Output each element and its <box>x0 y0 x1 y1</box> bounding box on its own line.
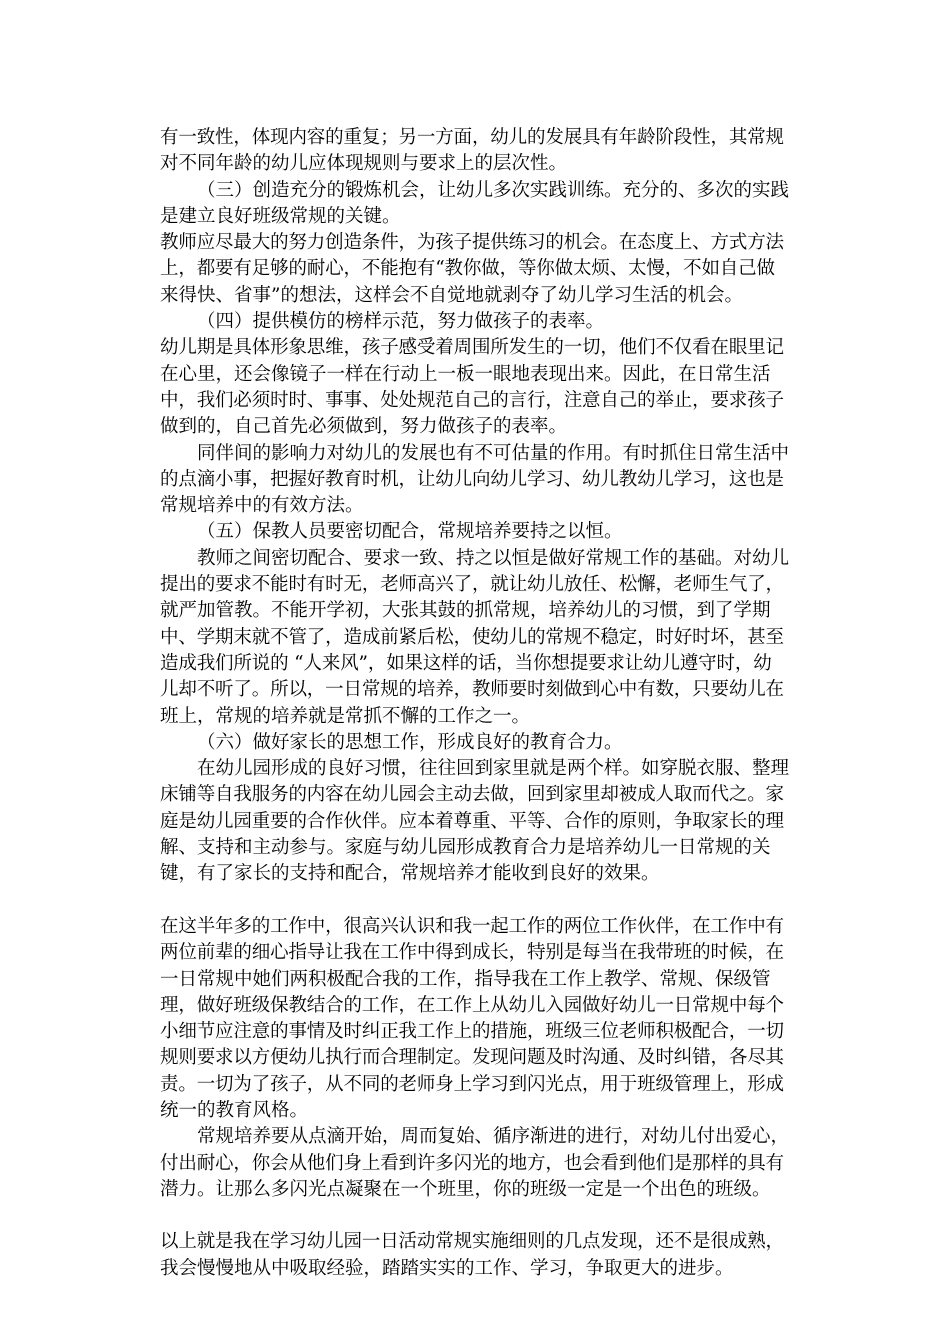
text-line: 两位前辈的细心指导让我在工作中得到成长，特别是每当在我带班的时候，在 <box>160 942 784 964</box>
paragraph-gap <box>160 888 800 914</box>
text-line: 上，都要有足够的耐心，不能抱有“教你做，等你做太烦、太慢，不如自己做 <box>160 258 775 280</box>
text-line: 对不同年龄的幼儿应体现规则与要求上的层次性。 <box>160 153 568 175</box>
text-line: 常规培养要从点滴开始，周而复始、循序渐进的进行，对幼儿付出爱心， <box>197 1126 790 1148</box>
text-line: 同伴间的影响力对幼儿的发展也有不可估量的作用。有时抓住日常生活中 <box>197 442 790 464</box>
text-line: 教师应尽最大的努力创造条件，为孩子提供练习的机会。在态度上、方式方法 <box>160 232 784 254</box>
text-line: 常规培养中的有效方法。 <box>160 495 364 517</box>
text-line: 幼儿期是具体形象思维，孩子感受着周围所发生的一切，他们不仅看在眼里记 <box>160 337 784 359</box>
text-line: 教师之间密切配合、要求一致、持之以恒是做好常规工作的基础。对幼儿 <box>197 547 790 569</box>
text-line: 提出的要求不能时有时无，老师高兴了，就让幼儿放任、松懈，老师生气了， <box>160 574 784 596</box>
text-line: 一日常规中她们两积极配合我的工作，指导我在工作上教学、常规、保级管 <box>160 968 771 990</box>
text-line: 在幼儿园形成的良好习惯，往往回到家里就是两个样。如穿脱衣服、整理 <box>197 758 790 780</box>
text-line: 就严加管教。不能开学初，大张其鼓的抓常规，培养幼儿的习惯，到了学期 <box>160 600 771 622</box>
document-body <box>160 125 800 1282</box>
text-line: 付出耐心，你会从他们身上看到许多闪光的地方，也会看到他们是那样的具有 <box>160 1152 784 1174</box>
text-line: 班上，常规的培养就是常抓不懈的工作之一。 <box>160 705 531 727</box>
text-line: 键，有了家长的支持和配合，常规培养才能收到良好的效果。 <box>160 863 660 885</box>
text-line: 做到的，自己首先必须做到，努力做孩子的表率。 <box>160 416 568 438</box>
text-line: 中，我们必须时时、事事、处处规范自己的言行，注意自己的举止，要求孩子 <box>160 389 784 411</box>
section-heading-6: （六）做好家长的思想工作，形成良好的教育合力。 <box>197 731 623 753</box>
text-line: 是建立良好班级常规的关键。 <box>160 205 401 227</box>
text-line: 庭是幼儿园重要的合作伙伴。应本着尊重、平等、合作的原则，争取家长的理 <box>160 810 784 832</box>
text-line: 统一的教育风格。 <box>160 1099 309 1121</box>
section-heading-5: （五）保教人员要密切配合，常规培养要持之以恒。 <box>197 521 623 543</box>
text-line: 有一致性，体现内容的重复；另一方面，幼儿的发展具有年龄阶段性，其常规 <box>160 127 784 148</box>
text-line: 规则要求以方便幼儿执行而合理制定。发现问题及时沟通、及时纠错，各尽其 <box>160 1047 784 1069</box>
text-line: 小细节应注意的事情及时纠正我工作上的措施，班级三位老师积极配合，一切 <box>160 1021 784 1043</box>
text-line: 理，做好班级保教结合的工作，在工作上从幼儿入园做好幼儿一日常规中每个 <box>160 994 784 1016</box>
text-line: 潜力。让那么多闪光点凝聚在一个班里，你的班级一定是一个出色的班级。 <box>160 1178 771 1200</box>
text-line: 的点滴小事，把握好教育时机，让幼儿向幼儿学习、幼儿教幼儿学习，这也是 <box>160 468 784 490</box>
text-line: 我会慢慢地从中吸取经验，踏踏实实的工作、学习，争取更大的进步。 <box>160 1257 734 1279</box>
section-heading-4: （四）提供模仿的榜样示范，努力做孩子的表率。 <box>197 311 605 333</box>
text-line: 责。一切为了孩子，从不同的老师身上学习到闪光点，用于班级管理上，形成 <box>160 1073 784 1095</box>
paragraph-gap <box>160 1203 800 1229</box>
text-line: 在心里，还会像镜子一样在行动上一板一眼地表现出来。因此，在日常生活 <box>160 363 771 385</box>
text-line: 中、学期末就不管了，造成前紧后松，使幼儿的常规不稳定，时好时坏，甚至 <box>160 626 784 648</box>
text-line: 床铺等自我服务的内容在幼儿园会主动去做，回到家里却被成人取而代之。家 <box>160 784 784 806</box>
section-heading-3: （三）创造充分的锻炼机会，让幼儿多次实践训练。充分的、多次的实践 <box>197 179 790 201</box>
text-line: 来得快、省事”的想法，这样会不自觉地就剥夺了幼儿学习生活的机会。 <box>160 284 743 306</box>
text-line: 解、支持和主动参与。家庭与幼儿园形成教育合力是培养幼儿一日常规的关 <box>160 837 771 859</box>
text-line: 造成我们所说的 “人来风”，如果这样的话，当你想提要求让幼儿遵守时，幼 <box>160 652 772 674</box>
text-line: 在这半年多的工作中，很高兴认识和我一起工作的两位工作伙伴，在工作中有 <box>160 915 784 937</box>
text-line: 以上就是我在学习幼儿园一日活动常规实施细则的几点发现，还不是很成熟， <box>160 1231 784 1253</box>
text-line: 儿却不听了。所以，一日常规的培养，教师要时刻做到心中有数，只要幼儿在 <box>160 679 784 701</box>
